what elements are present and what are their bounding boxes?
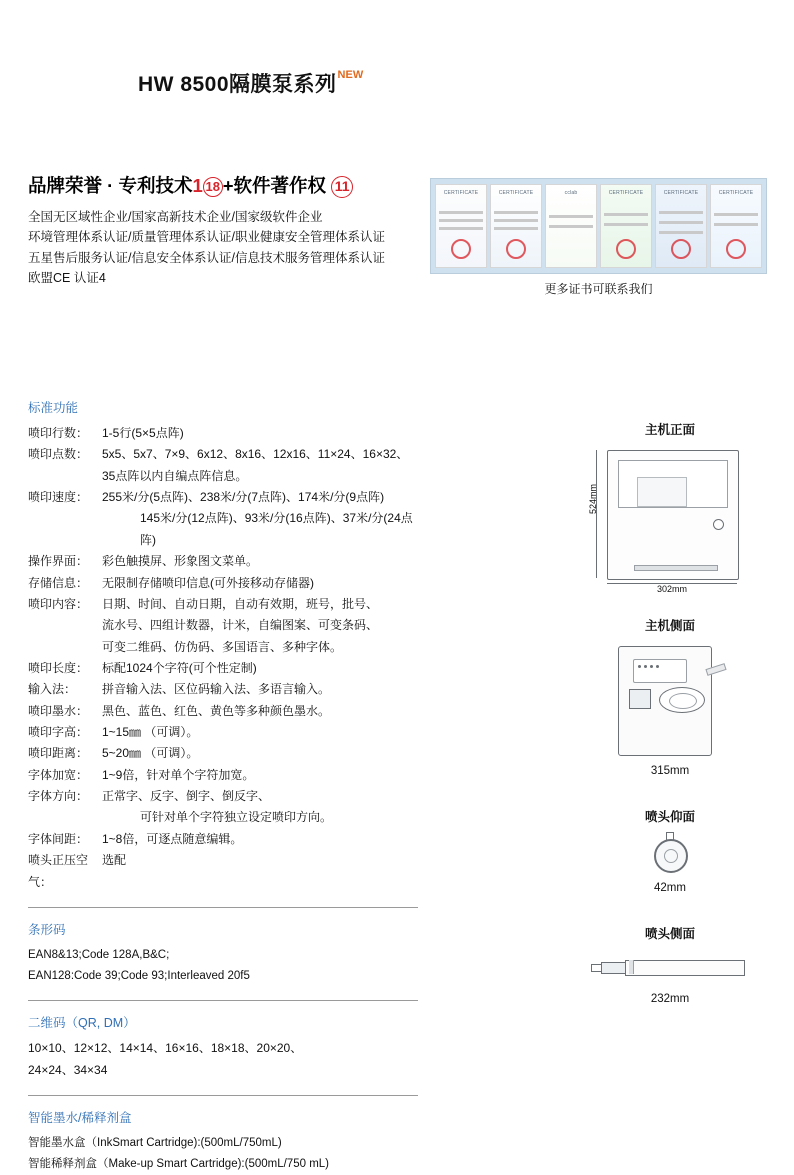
spec-row: [28, 423, 428, 444]
spec-row: [28, 658, 428, 679]
honors-heading: [28, 175, 428, 198]
certificate-thumbnail: [545, 184, 597, 268]
spec-continuation: 可针对单个字符独立设定喷印方向。: [140, 810, 333, 825]
honors-section: [28, 175, 428, 288]
certificate-label: CERTIFICATE: [498, 190, 534, 196]
seal-icon: [616, 239, 636, 259]
certificate-label: CERTIFICATE: [718, 190, 754, 196]
spec-value: 5x5、5x7、7×9、6x12、8x16、12x16、11×24、16×32、: [102, 447, 409, 462]
figure-head-side-dimension: 232mm: [650, 993, 690, 1005]
spec-value: 标配1024个字符(可个性定制): [102, 660, 257, 675]
certificate-thumbnail: [435, 184, 487, 268]
spec-row: [28, 786, 428, 807]
spec-value: 5~20㎜ （可调）。: [102, 746, 199, 761]
figure-front-drawing: [575, 444, 765, 594]
patent-count-circle: 18: [203, 177, 223, 197]
spec-value: 选配: [102, 853, 127, 868]
machine-indicator-dots: [638, 665, 659, 668]
machine-screen: [637, 477, 687, 507]
figure-side-drawing: [610, 640, 730, 760]
spec-row: [28, 487, 428, 508]
machine-knob: [713, 519, 724, 530]
divider: [28, 1000, 418, 1001]
honors-line: 五星售后服务认证/信息安全体系认证/信息技术服务管理体系认证: [28, 250, 385, 265]
spec-row: [28, 829, 428, 850]
spec-value: 1~8倍，可逐点随意编辑。: [102, 831, 243, 846]
figures-column: [560, 420, 780, 1005]
spec-continuation: 145米/分(12点阵)、93米/分(16点阵)、37米/分(24点阵): [140, 511, 413, 547]
spec-continuation: 流水号、四组计数器，计米，自编图案、可变条码、: [102, 618, 379, 633]
figure-head-side-drawing: [585, 948, 755, 988]
figure-head-bottom-drawing: [640, 831, 700, 877]
spec-row: [28, 722, 428, 743]
page-title-text: HW 8500隔膜泵系列: [138, 73, 337, 96]
ink-line: 智能稀释剂盒（Make-up Smart Cartridge):(500mL/750 mL): [28, 1158, 329, 1171]
spec-key: 输入法：: [28, 682, 77, 697]
figure-head-bottom-dimension: 42mm: [654, 882, 686, 894]
spec-row: [28, 551, 428, 572]
honors-heading-dot: ·: [107, 175, 114, 196]
qr-line: 10×10、12×12、14×14、16×16、18×18、20×20、: [28, 1041, 303, 1056]
honors-line: 欧盟CE 认证4: [28, 270, 106, 285]
ink-line: 智能墨水盒（InkSmart Cartridge):(500mL/750mL): [28, 1137, 282, 1150]
spec-key: 存储信息：: [28, 575, 89, 590]
seal-icon: [506, 239, 526, 259]
figure-head-side-title: 喷头侧面: [644, 927, 695, 941]
machine-side-oval: [659, 687, 705, 713]
machine-base: [634, 565, 718, 571]
figure-head-bottom-title: 喷头仰面: [644, 810, 695, 824]
spec-row: [28, 594, 428, 615]
spec-key: 喷印点数：: [28, 447, 89, 462]
head-ring: [654, 839, 688, 873]
barcode-line: EAN8&13;Code 128A,B&C;: [28, 948, 170, 961]
spec-value: 255米/分(5点阵)、238米/分(7点阵)、174米/分(9点阵): [102, 490, 385, 505]
figure-head-bottom: [560, 807, 780, 894]
patent-number: 1: [192, 175, 203, 196]
honors-line: 环境管理体系认证/质量管理体系认证/职业健康安全管理体系认证: [28, 230, 385, 245]
spec-value: 拼音输入法、区位码输入法、多语言输入。: [102, 682, 331, 697]
honors-list: [28, 207, 428, 288]
spec-key: 喷印行数：: [28, 426, 89, 440]
spec-value: 日期、时间、自动日期，自动有效期，班号，批号、: [102, 596, 379, 611]
front-height-dimension: [589, 450, 603, 578]
spec-key: 喷印速度：: [28, 490, 89, 505]
certificate-label: cclab: [564, 190, 578, 196]
spec-value: 正常字、反字、倒字、倒反字、: [102, 789, 271, 804]
seal-icon: [451, 239, 471, 259]
spec-row: [28, 850, 428, 893]
machine-side-body: [618, 646, 712, 756]
spec-value: 无限制存储喷印信息(可外接移动存储器): [102, 575, 314, 590]
certificates-caption: 更多证书可联系我们: [544, 282, 653, 296]
software-count-circle: 11: [331, 176, 353, 198]
ink-section-title: 智能墨水/稀释剂盒: [28, 1111, 132, 1126]
front-height-label: 524mm: [588, 483, 599, 515]
spec-value: 1~9倍，针对单个字符加宽。: [102, 767, 255, 782]
spec-row: [28, 765, 428, 786]
certificates-image: [430, 178, 767, 274]
head-tube: [625, 960, 745, 976]
spec-key: 字体间距：: [28, 831, 89, 846]
certificate-thumbnail: [600, 184, 652, 268]
honors-heading-patent: 专利技术: [113, 175, 193, 196]
spec-key: 喷印长度：: [28, 660, 89, 675]
honors-line: 全国无区域性企业/国家高新技术企业/国家级软件企业: [28, 210, 323, 224]
qr-line: 24×24、34×34: [28, 1062, 108, 1077]
spec-key: 喷印内容：: [28, 596, 89, 611]
spec-key: 喷印字高：: [28, 725, 89, 740]
spec-value: 1~15㎜ （可调）。: [102, 725, 199, 740]
front-width-label: 302mm: [607, 584, 737, 594]
figure-front: [560, 420, 780, 594]
barcode-section-title: 条形码: [28, 922, 66, 937]
machine-front-body: [607, 450, 739, 580]
specifications-section: [28, 398, 428, 1175]
seal-icon: [726, 239, 746, 259]
machine-side-top-panel: [633, 659, 687, 683]
figure-head-side: [560, 924, 780, 1005]
figure-side-dimension: 315mm: [650, 765, 690, 777]
divider: [28, 1095, 418, 1096]
page-title: [138, 68, 363, 98]
head-band: [629, 960, 634, 974]
machine-front-panel: [618, 460, 728, 508]
certificate-label: CERTIFICATE: [443, 190, 479, 196]
certificate-thumbnail: [490, 184, 542, 268]
certificate-thumbnail: [655, 184, 707, 268]
figure-front-title: 主机正面: [644, 423, 695, 437]
new-badge: NEW: [337, 69, 364, 81]
certificate-label: CERTIFICATE: [608, 190, 644, 196]
certificate-thumbnail: [710, 184, 762, 268]
front-width-dimension: [607, 580, 737, 594]
machine-side-window: [629, 689, 651, 709]
spec-row: [28, 743, 428, 764]
spec-section-title: 标准功能: [28, 401, 79, 415]
spec-key: 喷头正压空气：: [28, 853, 89, 889]
barcode-line: EAN128:Code 39;Code 93;Interleaved 20f5: [28, 969, 250, 982]
spec-value: 黑色、蓝色、红色、黄色等多种颜色墨水。: [102, 703, 331, 718]
spec-continuation: 可变二维码、仿伪码、多国语言、多种字体。: [102, 639, 343, 654]
spec-value: 1-5行(5×5点阵): [102, 426, 184, 440]
spec-key: 喷印距离：: [28, 746, 89, 761]
certificate-label: CERTIFICATE: [663, 190, 699, 196]
divider: [28, 907, 418, 908]
spec-key: 喷印墨水：: [28, 703, 89, 718]
honors-heading-software: +软件著作权: [222, 175, 332, 196]
figure-side-title: 主机侧面: [644, 619, 695, 633]
spec-key: 操作界面：: [28, 554, 89, 569]
seal-icon: [671, 239, 691, 259]
honors-heading-prefix: 品牌荣誉: [28, 175, 108, 196]
spec-value: 彩色触摸屏、形象图文菜单。: [102, 554, 259, 569]
spec-row: [28, 444, 428, 465]
qr-section-title: 二维码（QR, DM）: [28, 1016, 136, 1031]
spec-row: [28, 573, 428, 594]
spec-key: 字体加宽：: [28, 767, 89, 782]
figure-side: [560, 616, 780, 777]
certificates-block: [430, 178, 767, 297]
spec-key: 字体方向：: [28, 789, 89, 804]
spec-continuation: 35点阵以内自编点阵信息。: [102, 468, 248, 483]
spec-row: [28, 701, 428, 722]
spec-row: [28, 679, 428, 700]
